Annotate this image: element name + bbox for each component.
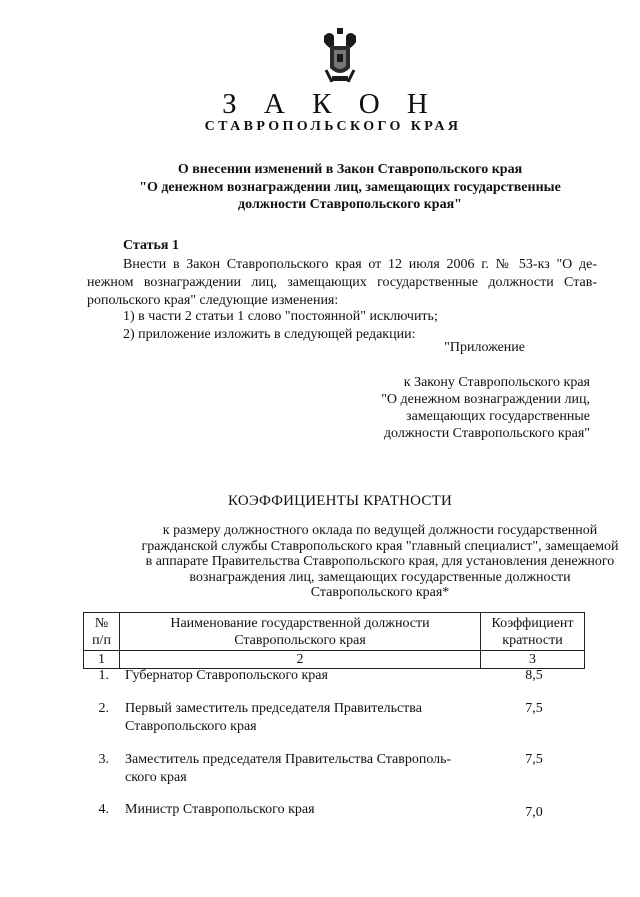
region-name: СТАВРОПОЛЬСКОГО КРАЯ [204, 119, 462, 134]
appendix-reference-line: замещающих государственные [406, 409, 590, 424]
table-row [83, 667, 588, 700]
table-row [83, 700, 588, 751]
appendix-reference [300, 374, 590, 442]
subtitle-line: Ставропольского края* [310, 585, 450, 600]
row-position-line: Губернатор Ставропольского края [125, 668, 328, 683]
column-number-cell: 3 [481, 651, 585, 669]
row-coefficient: 7,0 [525, 805, 543, 820]
header-name-line: Ставропольского края [234, 632, 366, 648]
row-position-line: Ставропольского края [125, 719, 257, 734]
row-position-name [125, 700, 485, 736]
header-name-cell [120, 613, 481, 651]
column-number-cell: 1 [84, 651, 120, 669]
row-coefficient: 7,5 [525, 752, 543, 767]
subtitle-line: гражданской службы Ставропольского края "главный специалист", замещаемой [141, 538, 619, 554]
header-num-line: п/п [92, 632, 111, 648]
appendix-reference-line: "О денежном вознаграждении лиц, [381, 392, 590, 407]
header-coef-line: Коэффициент [491, 615, 574, 631]
article-intro: Внести в Закон Ставропольского края от 12 июля 2006 г. № 53-кз "О де-нежном вознаграждении лиц, замещающих государственные должности Став-ропольского края" следующие изменения: [87, 257, 597, 308]
article-item-1: 1) в части 2 статьи 1 слово "постоянной" исключить; [123, 309, 438, 324]
row-position-line: Министр Ставропольского края [125, 802, 315, 817]
row-coefficient: 8,5 [525, 668, 543, 683]
row-position-name [125, 801, 485, 819]
coefficients-title: КОЭФФИЦИЕНТЫ КРАТНОСТИ [228, 493, 452, 509]
header-num-cell [84, 613, 120, 651]
subtitle-line: к размеру должностного оклада по ведущей должности государственной [162, 523, 598, 538]
article-item-2: 2) приложение изложить в следующей редакции: [123, 327, 416, 342]
row-number: 2. [98, 701, 109, 716]
row-number: 4. [98, 802, 109, 817]
column-number-cell: 2 [120, 651, 481, 669]
appendix-reference-line: к Закону Ставропольского края [403, 375, 590, 390]
law-title-line: "О денежном вознаграждении лиц, замещающих государственные [139, 179, 561, 195]
law-title-line: должности Ставропольского края" [238, 197, 462, 212]
header-name-line: Наименование государственной должности [170, 615, 430, 631]
law-title [60, 161, 640, 214]
coefficients-table-body [83, 667, 588, 825]
header-coef-line: кратности [502, 632, 563, 648]
row-position-line: Первый заместитель председателя Правительства [125, 701, 422, 716]
row-number: 1. [98, 668, 109, 683]
subtitle-line: в аппарате Правительства Ставропольского края, для установления денежного [145, 554, 615, 569]
coefficients-subtitle [70, 523, 640, 601]
coat-of-arms-emblem [320, 28, 360, 86]
row-position-line: ского края [125, 770, 187, 785]
row-number: 3. [98, 752, 109, 767]
row-position-line: Заместитель председателя Правительства Ставрополь- [125, 752, 452, 767]
appendix-reference-line: должности Ставропольского края" [383, 426, 590, 441]
header-num-line: № [94, 615, 109, 631]
header-coef-cell [481, 613, 585, 651]
row-position-name [125, 667, 485, 685]
table-row [83, 801, 588, 825]
law-word: З А К О Н [222, 88, 438, 120]
appendix-label: "Приложение [444, 340, 525, 355]
table-row [83, 751, 588, 801]
law-title-line: О внесении изменений в Закон Ставропольского края [177, 162, 523, 177]
article-heading: Статья 1 [123, 238, 179, 253]
row-coefficient: 7,5 [525, 701, 543, 716]
subtitle-line: вознаграждения лиц, замещающих государственные должности [189, 569, 571, 585]
row-position-name [125, 751, 485, 787]
coefficients-table-header [83, 612, 585, 669]
